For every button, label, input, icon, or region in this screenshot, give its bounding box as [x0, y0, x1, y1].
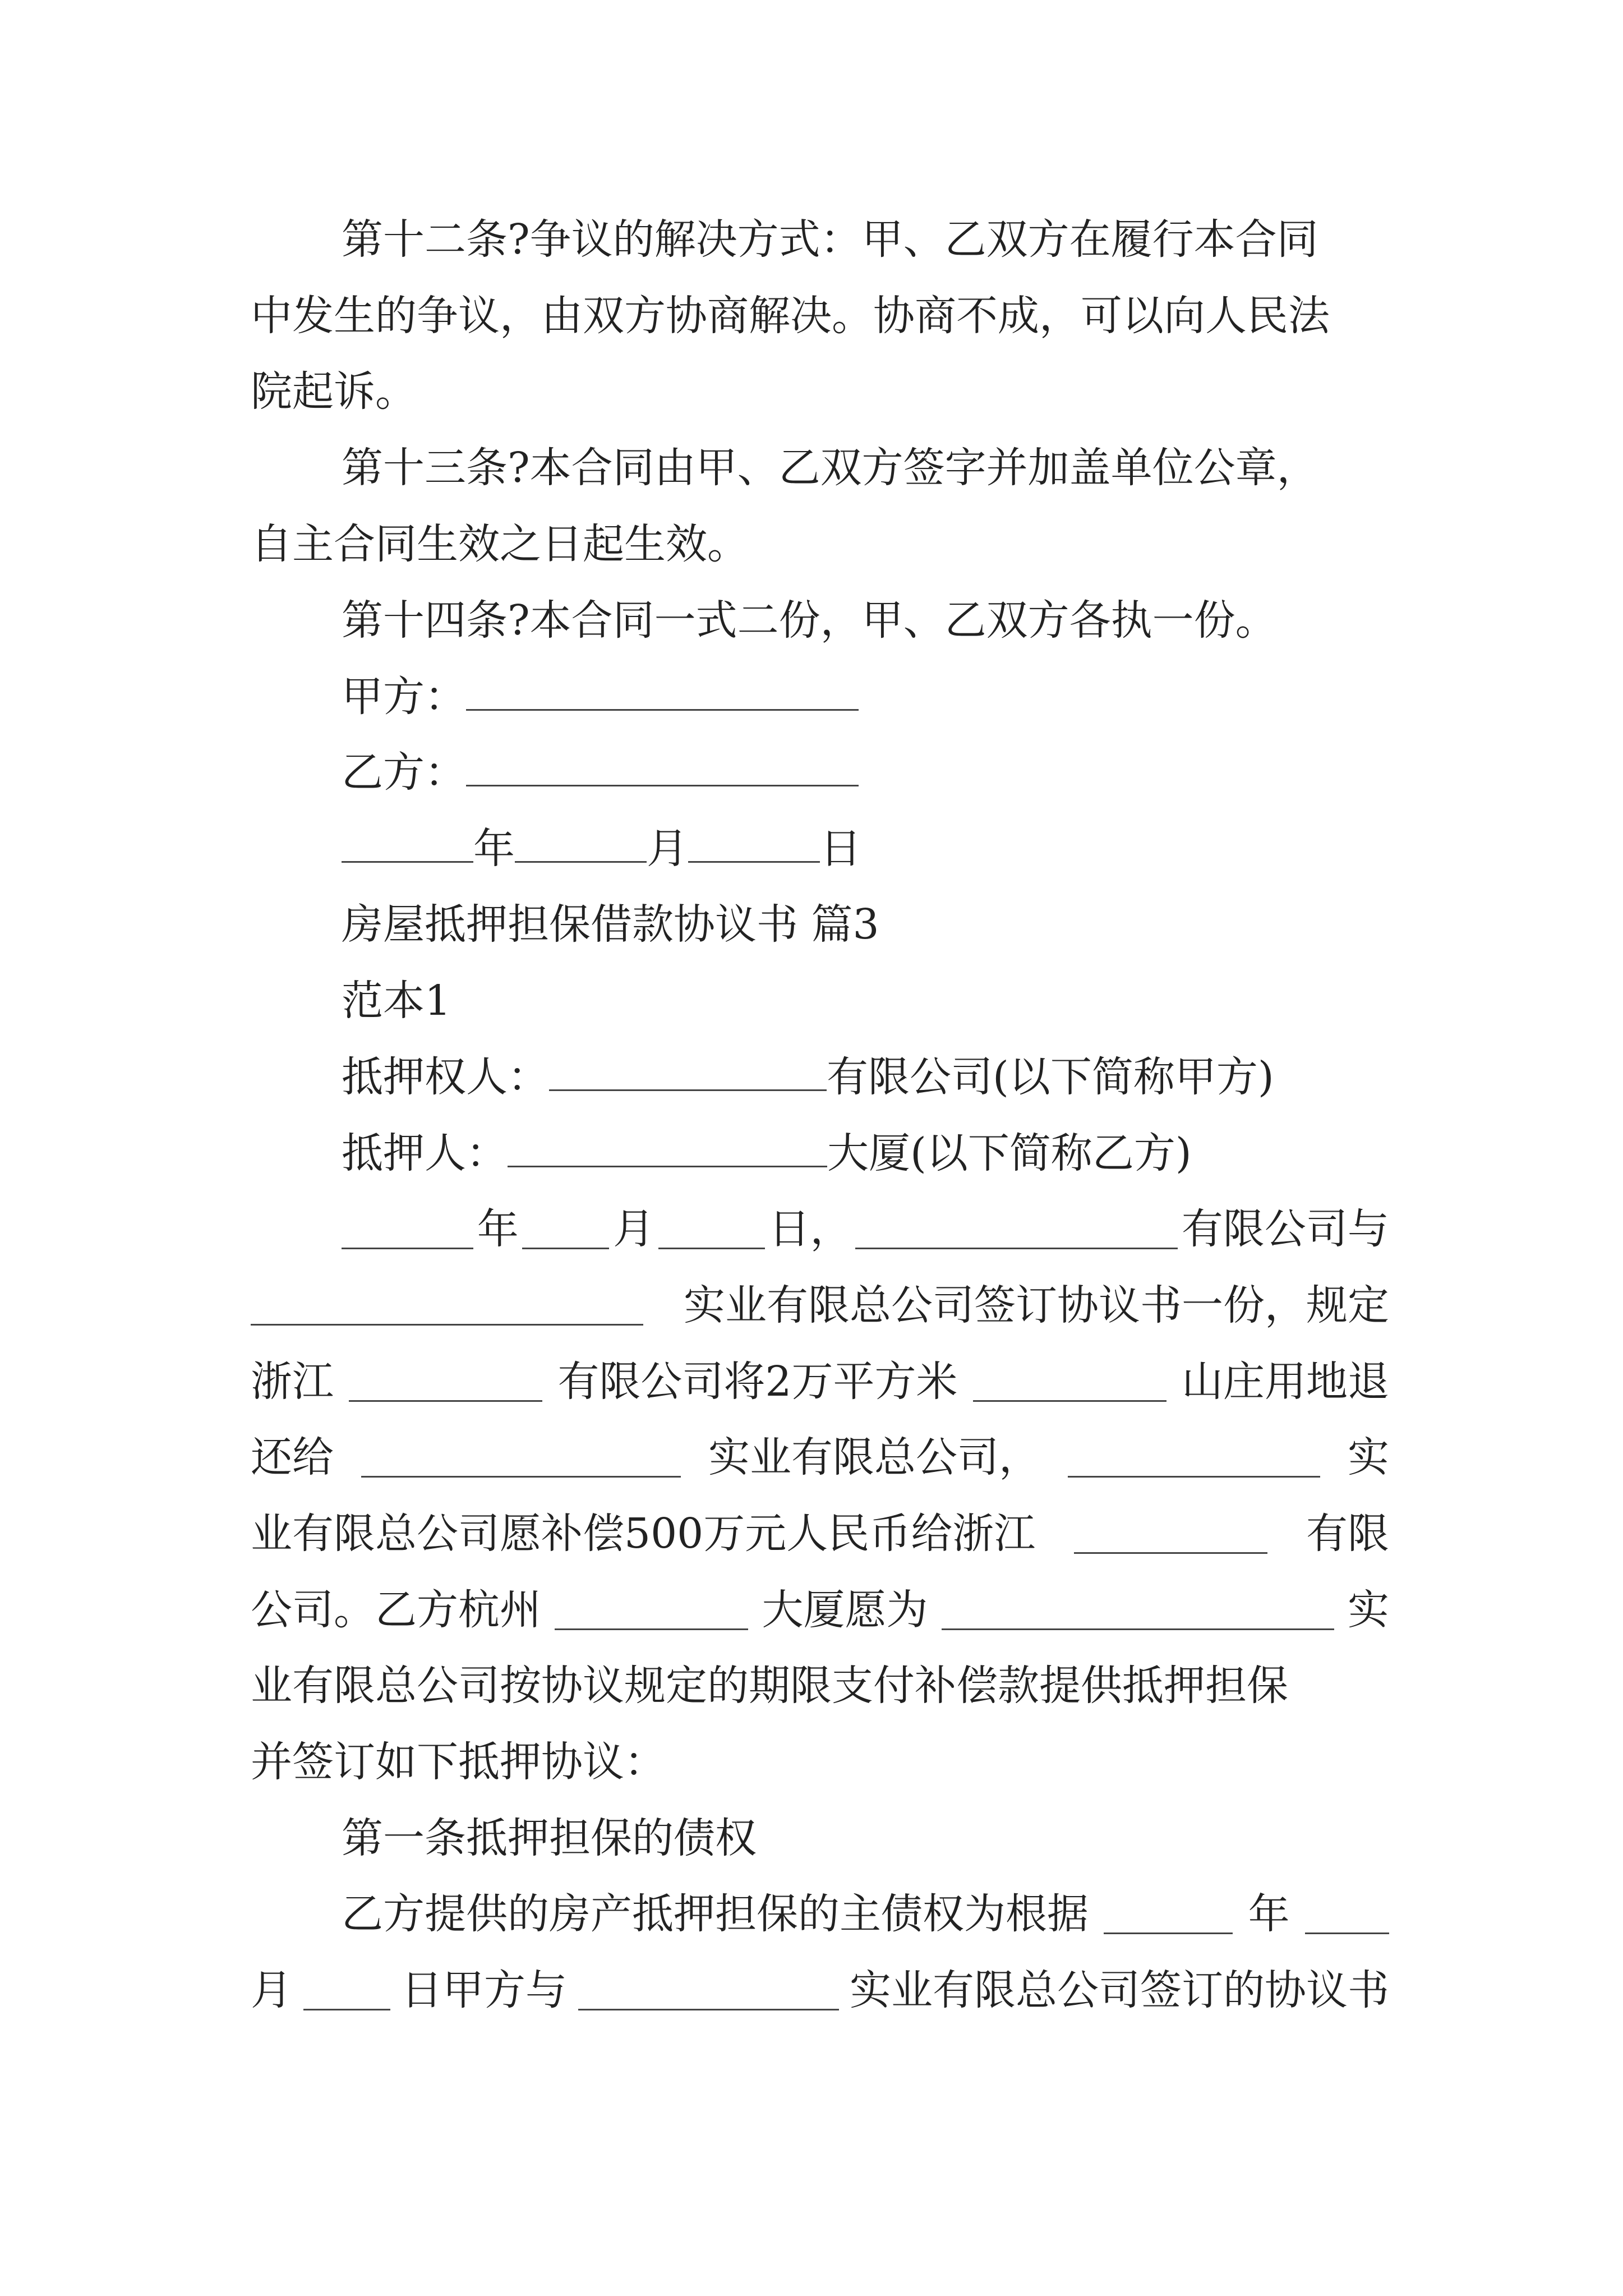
mortgagor-blank — [508, 1127, 827, 1167]
agreement-intro-line-3 — [251, 1348, 1389, 1415]
article-1-year-blank — [1104, 1894, 1233, 1934]
intro-month-label: 月 — [613, 1205, 655, 1253]
intro-corp-blank — [251, 1285, 643, 1326]
section-heading-text: 房屋抵押担保借款协议书 篇3 — [342, 900, 879, 949]
article-1-text: 乙方提供的房产抵押担保的主债权为根据 — [342, 1890, 1089, 1938]
article-1-line-1 — [251, 1880, 1389, 1948]
intro-compensation: 业有限总公司愿补偿500万元人民币给浙江 — [251, 1510, 1036, 1558]
year-blank — [342, 822, 473, 863]
clause-12-text: 第十二条?争议的解决方式：甲、乙双方在履行本合同 — [342, 215, 1318, 264]
clause-12-text-end: 院起诉。 — [251, 367, 417, 416]
intro-zhejiang: 浙江 — [251, 1358, 334, 1406]
article-1-day-blank — [303, 1970, 390, 2010]
day-blank — [688, 822, 820, 863]
intro-day-blank — [658, 1209, 765, 1249]
intro-comp-suffix: 有限 — [1306, 1510, 1389, 1558]
clause-13-line-2 — [251, 510, 1389, 578]
clause-12-line-3 — [251, 358, 1389, 425]
intro-shi-2: 实 — [1348, 1586, 1389, 1634]
clause-13-text: 第十三条?本合同由甲、乙双方签字并加盖单位公章， — [342, 444, 1318, 492]
intro-shi: 实 — [1348, 1433, 1389, 1481]
clause-14-text: 第十四条?本合同一式二份，甲、乙双方各执一份。 — [342, 596, 1277, 645]
intro-shi-blank — [1068, 1437, 1320, 1478]
party-a-label: 甲方： — [342, 673, 466, 721]
mortgagee-label: 抵押权人： — [342, 1053, 549, 1101]
template-label — [251, 967, 1389, 1034]
intro-return-corp: 实业有限总公司， — [708, 1433, 1040, 1481]
intro-year-blank — [342, 1209, 473, 1249]
clause-12-line-2 — [251, 282, 1389, 349]
article-1-month-blank — [1305, 1894, 1389, 1934]
day-label: 日 — [820, 825, 861, 873]
agreement-intro-line-5 — [251, 1500, 1389, 1567]
intro-year-label: 年 — [477, 1205, 519, 1253]
clause-12-text-cont: 中发生的争议，由双方协商解决。协商不成，可以向人民法 — [251, 292, 1330, 340]
article-1-heading — [251, 1805, 1389, 1872]
article-1-corp-blank — [578, 1970, 839, 2010]
intro-villa-blank — [973, 1361, 1166, 1402]
year-label: 年 — [473, 825, 515, 873]
article-1-heading-text: 第一条抵押担保的债权 — [342, 1814, 757, 1862]
mortgagor-label: 抵押人： — [342, 1129, 508, 1177]
clause-12-line-1 — [251, 206, 1389, 273]
intro-zhejiang-blank — [349, 1361, 542, 1402]
intro-land-text: 有限公司将2万平方米 — [557, 1358, 958, 1406]
intro-guarantee-blank — [942, 1590, 1334, 1630]
intro-building: 大厦愿为 — [762, 1586, 928, 1634]
mortgagee-suffix: 有限公司(以下简称甲方) — [827, 1053, 1274, 1101]
article-1-month-label: 月 — [251, 1966, 292, 2014]
signing-date-line — [251, 815, 1389, 882]
agreement-intro-line-2 — [251, 1272, 1389, 1339]
agreement-intro-line-4 — [251, 1424, 1389, 1491]
intro-company-suffix: 有限公司与 — [1181, 1205, 1389, 1253]
intro-return-to: 还给 — [251, 1433, 334, 1481]
intro-end: 并签订如下抵押协议： — [251, 1738, 666, 1786]
intro-guarantee-text: 业有限总公司按协议规定的期限支付补偿款提供抵押担保 — [251, 1662, 1288, 1710]
mortgagor-line — [251, 1120, 1389, 1187]
intro-hangzhou: 公司。乙方杭州 — [251, 1586, 541, 1634]
intro-hangzhou-blank — [555, 1590, 748, 1630]
mortgagor-suffix: 大厦(以下简称乙方) — [827, 1129, 1192, 1177]
intro-day-label: 日， — [768, 1205, 852, 1253]
agreement-intro-line-1 — [251, 1195, 1389, 1263]
party-b-signature-line — [251, 739, 1389, 806]
party-a-blank — [466, 670, 859, 711]
agreement-intro-line-7 — [251, 1652, 1389, 1719]
month-blank — [515, 822, 647, 863]
clause-14-line — [251, 587, 1389, 654]
clause-13-text-end: 自主合同生效之日起生效。 — [251, 520, 749, 568]
mortgagee-line — [251, 1043, 1389, 1111]
agreement-intro-line-6 — [251, 1576, 1389, 1644]
clause-13-line-1 — [251, 434, 1389, 501]
article-1-agreement: 实业有限总公司签订的协议书 — [850, 1966, 1389, 2014]
intro-company-blank — [855, 1209, 1178, 1249]
intro-land-return: 山庄用地退 — [1181, 1358, 1389, 1406]
party-b-blank — [466, 746, 859, 786]
article-1-year-label: 年 — [1248, 1890, 1290, 1938]
intro-return-blank — [361, 1437, 681, 1478]
template-label-text: 范本1 — [342, 977, 451, 1025]
section-heading — [251, 891, 1389, 958]
party-b-label: 乙方： — [342, 748, 466, 797]
article-1-line-2 — [251, 1957, 1389, 2024]
intro-comp-blank — [1074, 1513, 1267, 1554]
article-1-party-a: 日甲方与 — [401, 1966, 567, 2014]
intro-month-blank — [522, 1209, 609, 1249]
intro-corp-text: 实业有限总公司签订协议书一份，规定 — [684, 1281, 1389, 1329]
party-a-signature-line — [251, 663, 1389, 730]
mortgagee-blank — [549, 1051, 827, 1091]
month-label: 月 — [647, 825, 688, 873]
agreement-intro-line-8 — [251, 1728, 1389, 1796]
